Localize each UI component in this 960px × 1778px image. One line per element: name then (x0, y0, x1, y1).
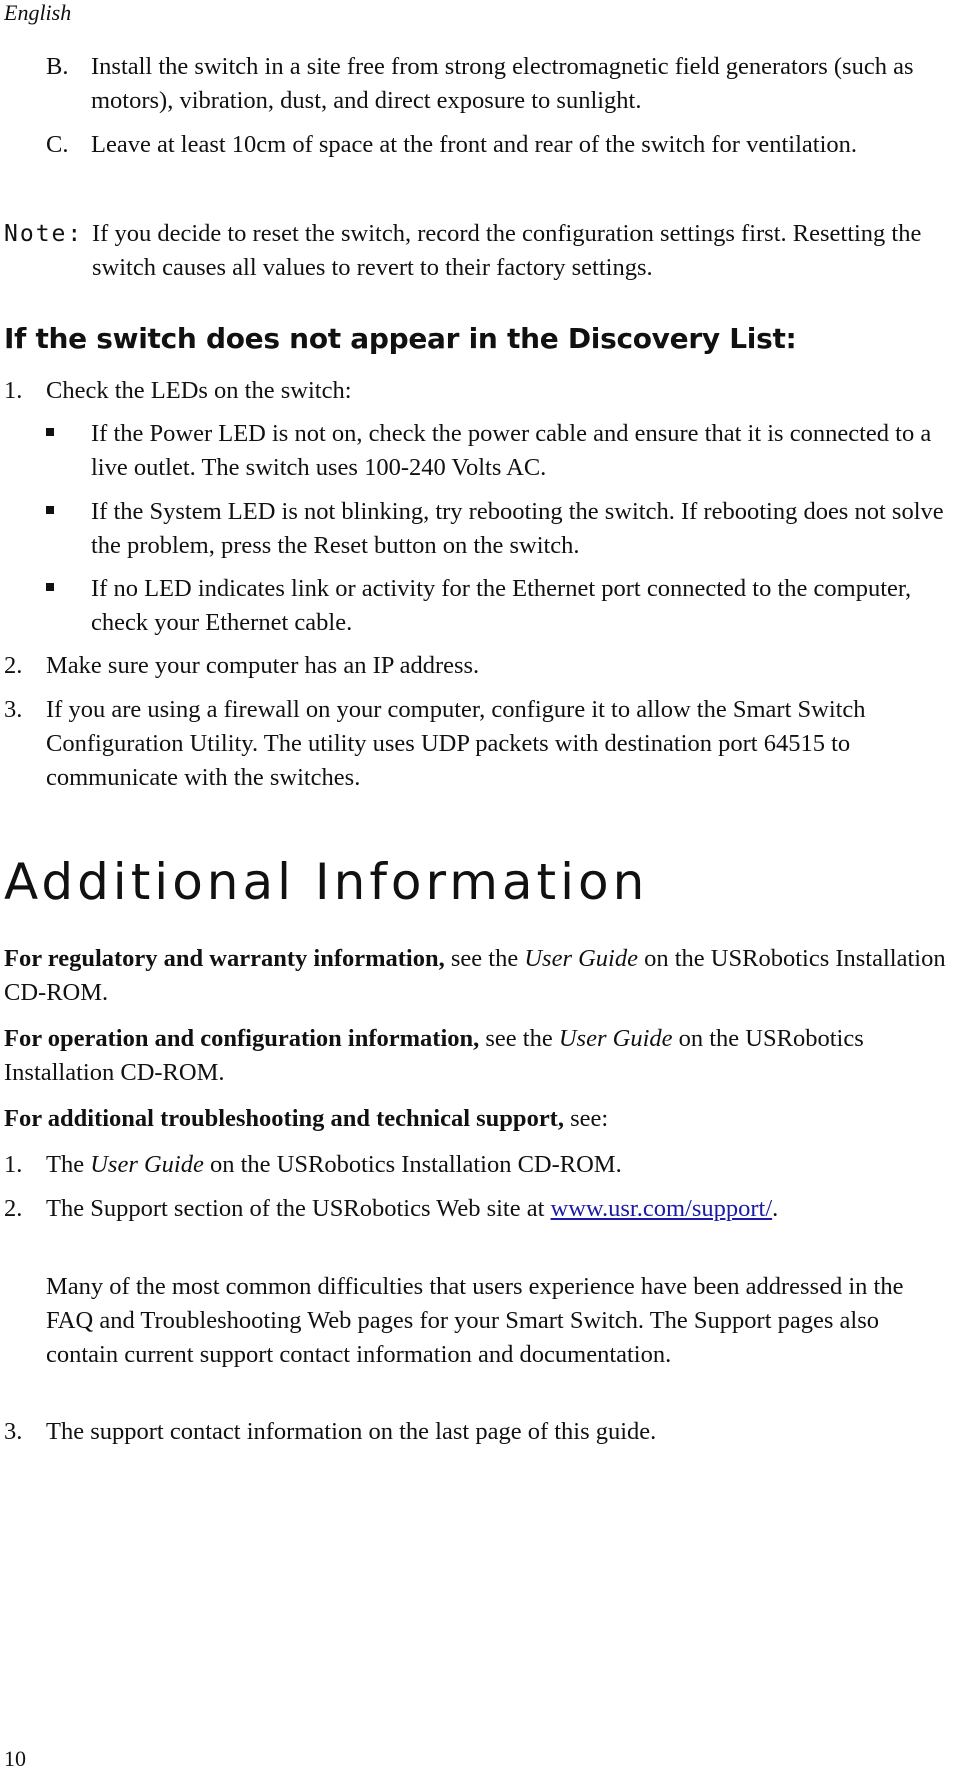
user-guide-title: User Guide (558, 1025, 673, 1052)
support-post: on the USRobotics Installation CD-ROM. (203, 1151, 622, 1178)
language-label: English (4, 0, 72, 25)
support-website-link[interactable]: www.usr.com/support/ (550, 1195, 773, 1222)
led-bullet-ethernet (46, 572, 946, 640)
regulatory-pre: see the (444, 945, 525, 972)
discovery-step-1 (4, 374, 949, 408)
step-text: Make sure your computer has an IP address. (46, 652, 480, 679)
support-text: The support contact information on the last page of this guide. (46, 1418, 657, 1445)
operation-pre: see the (479, 1025, 559, 1052)
regulatory-paragraph (4, 942, 949, 1010)
support-item-2 (4, 1192, 949, 1226)
item-text: Leave at least 10cm of space at the front and rear of the switch for ventilation. (91, 131, 857, 158)
step-label: 3. (4, 696, 23, 723)
item-label: B. (46, 53, 69, 80)
user-guide-title: User Guide (90, 1151, 204, 1178)
discovery-step-3 (4, 693, 949, 795)
bullet-square-icon (46, 428, 54, 436)
support-pre: The (46, 1151, 91, 1178)
support-item-3 (4, 1415, 949, 1449)
additional-info-heading: Additional Information (4, 853, 649, 911)
note-text: If you decide to reset the switch, record the configuration settings first. Resetting the switch causes all values to revert to their factory settings. (92, 220, 922, 281)
support-label: 1. (4, 1151, 23, 1178)
bullet-text: If no LED indicates link or activity for the Ethernet port connected to the computer, check your Ethernet cable. (91, 575, 912, 636)
operation-bold: For operation and configuration information, (4, 1025, 480, 1052)
regulatory-post: on the USRobotics Installation CD-ROM. (4, 945, 946, 1006)
install-item-b (46, 50, 946, 118)
bullet-text: If the Power LED is not on, check the power cable and ensure that it is connected to a live outlet. The switch uses 100-240 Volts AC. (91, 420, 932, 481)
support-label: 3. (4, 1418, 23, 1445)
troubleshooting-paragraph (4, 1102, 949, 1136)
operation-post: on the USRobotics Installation CD-ROM. (4, 1025, 864, 1086)
item-text: Install the switch in a site free from strong electromagnetic field generators (such as motors), vibration, dust, and direct exposure to sunlight. (91, 53, 914, 114)
support-pre: The Support section of the USRobotics Web site at (46, 1195, 551, 1222)
discovery-step-2 (4, 649, 949, 683)
install-item-c (46, 128, 946, 162)
discovery-heading: If the switch does not appear in the Discovery List: (4, 322, 797, 355)
note-block (4, 217, 944, 285)
page-number: 10 (4, 1746, 26, 1771)
troubleshooting-bold: For additional troubleshooting and technical support, (4, 1105, 564, 1132)
bullet-text: If the System LED is not blinking, try rebooting the switch. If rebooting does not solve the problem, press the Reset button on the switch. (91, 498, 944, 559)
led-bullet-system (46, 495, 946, 563)
regulatory-bold: For regulatory and warranty information, (4, 945, 445, 972)
step-label: 2. (4, 652, 23, 679)
note-label: Note: (4, 221, 84, 247)
step-text: Check the LEDs on the switch: (46, 377, 352, 404)
support-post: . (772, 1195, 779, 1222)
faq-text: Many of the most common difficulties that users experience have been addressed in the FAQ and Troubleshooting Web pages for your Smart Switch. The Support pages also contain current support contact information and documentation. (46, 1273, 904, 1368)
troubleshooting-post: see: (563, 1105, 609, 1132)
led-bullet-power (46, 417, 946, 485)
user-guide-title: User Guide (524, 945, 638, 972)
operation-paragraph (4, 1022, 949, 1090)
bullet-square-icon (46, 506, 54, 514)
item-label: C. (46, 131, 69, 158)
step-label: 1. (4, 377, 23, 404)
bullet-square-icon (46, 583, 54, 591)
support-label: 2. (4, 1195, 23, 1222)
faq-paragraph (4, 1270, 949, 1372)
support-item-1 (4, 1148, 949, 1182)
step-text: If you are using a firewall on your computer, configure it to allow the Smart Switch Configuration Utility. The utility uses UDP packets with destination port 64515 to communicate with the switches. (46, 696, 866, 791)
